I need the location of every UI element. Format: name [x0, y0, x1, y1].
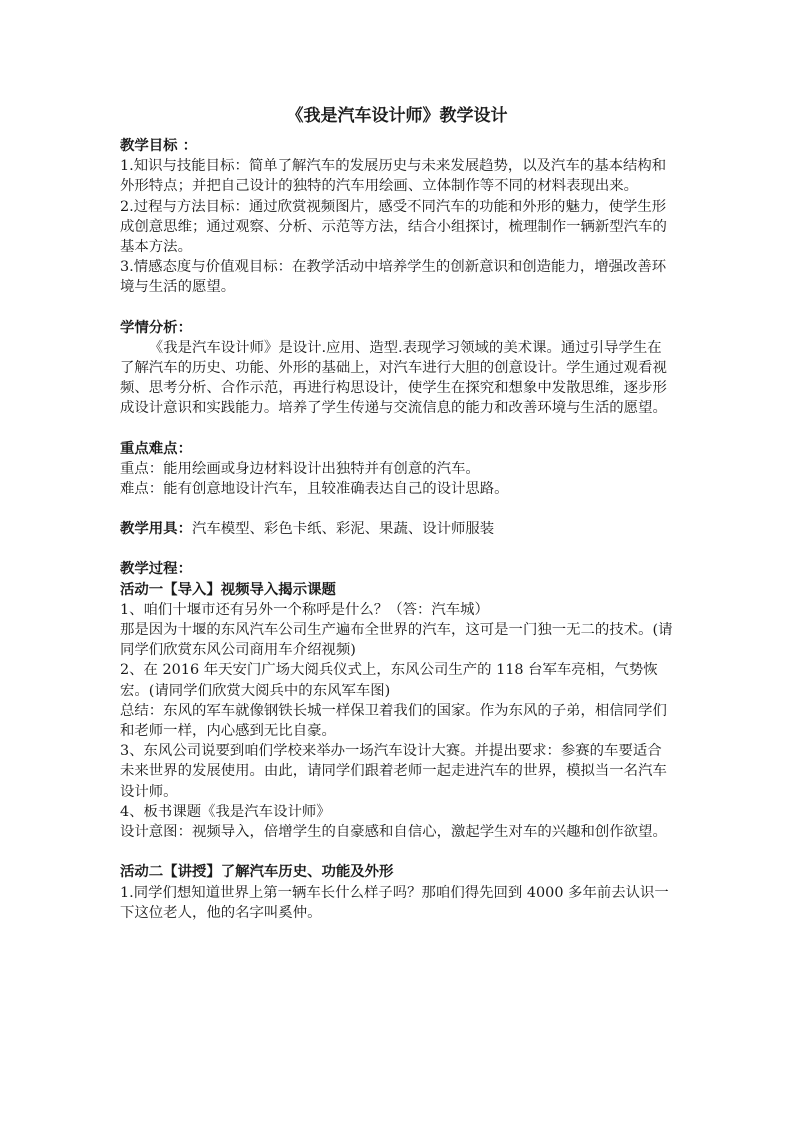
- activity1-line: 4、板书课题《我是汽车设计师》: [120, 803, 331, 820]
- key-point-difficulty: 难点：能有创意地设计汽车，且较准确表达自己的设计思路。: [120, 481, 509, 498]
- analysis-heading: 学情分析：: [120, 318, 192, 336]
- document-body: [120, 136, 674, 923]
- activity1-heading: 活动一【导入】视频导入揭示课题: [120, 580, 336, 598]
- tools-heading: 教学用具：: [120, 520, 192, 538]
- tools-text: 汽车模型、彩色卡纸、彩泥、果蔬、设计师服装: [191, 521, 495, 538]
- process-heading: 教学过程：: [120, 560, 192, 578]
- key-point-focus: 重点：能用绘画或身边材料设计出独特并有创意的汽车。: [120, 460, 480, 477]
- activity1-line: 1、咱们十堰市还有另外一个称呼是什么？（答：汽车城）: [120, 601, 489, 618]
- activity1-line: 总结：东风的军车就像钢铁长城一样保卫着我们的国家。作为东风的子弟，相信同学们和老师一样，内心感到无比自豪。: [120, 702, 667, 740]
- tools-line: [120, 519, 674, 539]
- activity1-line: 设计意图：视频导入，倍增学生的自豪感和自信心，激起学生对车的兴趣和创作欲望。: [120, 824, 667, 841]
- goal-item-knowledge: 1.知识与技能目标：简单了解汽车的发展历史与未来发展趋势，以及汽车的基本结构和外形特点；并把自己设计的独特的汽车用绘画、立体制作等不同的材料表现出来。: [120, 158, 667, 195]
- activity2-heading: 活动二【讲授】了解汽车历史、功能及外形: [120, 863, 394, 881]
- goals-heading: 教学目标 ：: [120, 137, 197, 154]
- goal-item-process: 2.过程与方法目标：通过欣赏视频图片，感受不同汽车的功能和外形的魅力，使学生形成创意思维；通过观察、分析、示范等方法，结合小组探讨，梳理制作一辆新型汽车的基本方法。: [120, 198, 667, 256]
- goal-item-emotion: 3.情感态度与价值观目标：在教学活动中培养学生的创新意识和创造能力，增强改善环境与生活的愿望。: [120, 259, 667, 296]
- key-points-heading: 重点难点：: [120, 439, 192, 457]
- activity1-line: 那是因为十堰的东风汽车公司生产遍布全世界的汽车，这可是一门独一无二的技术。(请同学们欣赏东风公司商用车介绍视频): [120, 622, 673, 659]
- activity1-line: 3、东风公司说要到咱们学校来举办一场汽车设计大赛。并提出要求：参赛的车要适合未来世界的发展使用。由此，请同学们跟着老师一起走进汽车的世界，模拟当一名汽车设计师。: [120, 743, 667, 800]
- activity2-line: 1.同学们想知道世界上第一辆车长什么样子吗？那咱们得先回到 4000 多年前去认识一下这位老人，他的名字叫奚仲。: [120, 884, 669, 921]
- document-title: 《我是汽车设计师》教学设计: [286, 106, 508, 126]
- analysis-paragraph: 《我是汽车设计师》是设计.应用、造型.表现学习领域的美术课。通过引导学生在了解汽车的历史、功能、外形的基础上，对汽车进行大胆的创意设计。学生通过观看视频、思考分析、合作示范，再进行构思设计，使学生在探究和想象中发散思维，逐步形成设计意识和实践能力。培养了学生传递与交流信息的能力和改善环境与生活的愿望。: [120, 339, 667, 417]
- activity1-line: 2、在 2016 年天安门广场大阅兵仪式上，东风公司生产的 118 台军车亮相，气势恢宏。(请同学们欣赏大阅兵中的东风军车图): [120, 662, 658, 699]
